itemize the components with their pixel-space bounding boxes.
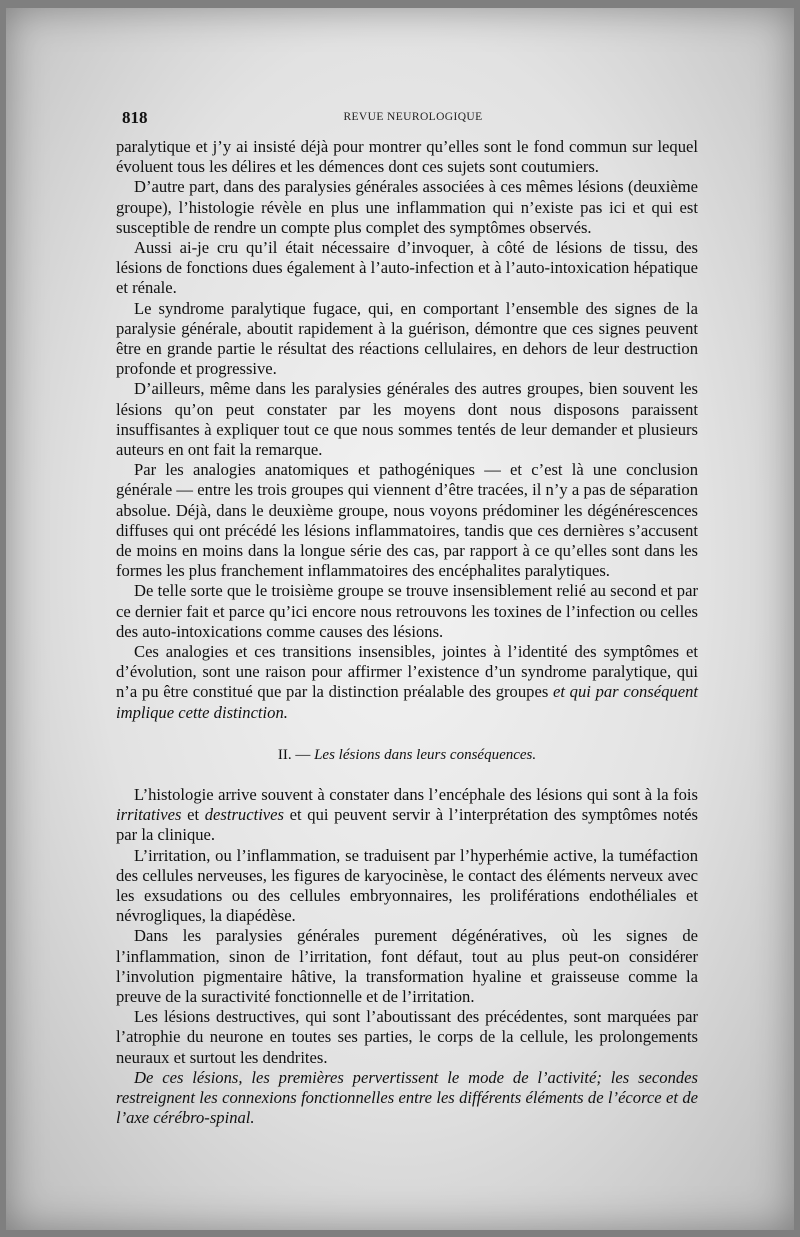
paragraph-italic: De ces lésions, les premières pervertissent le mode de l’activité; les secondes restreignent les connexions fonctionnelles entre les différents éléments de l’écorce et de l’axe cérébro-spinal. [116,1067,698,1128]
paragraph: Les lésions destructives, qui sont l’aboutissant des précédentes, sont marquées par l’atrophie du neurone en toutes ses parties, le corps de la cellule, les prolongements neuraux et surtout les dendrites. [116,1007,698,1067]
paragraph: Le syndrome paralytique fugace, qui, en comportant l’ensemble des signes de la paralysie générale, aboutit rapidement à la guérison, démontre que ces signes peuvent être en grande partie le résultat des réactions cellulaires, en dehors de leur destruction profonde et progressive. [116,298,698,379]
paragraph: De telle sorte que le troisième groupe se trouve insensiblement relié au second et par ce dernier fait et parce qu’ici encore nous retrouvons les toxines de l’infection ou celles des auto-intoxications comme causes des lésions. [116,581,698,641]
paragraph-text: et qui peuvent servir à l’interprétation des symptômes notés par la clinique. [116,805,698,845]
paragraph: Par les analogies anatomiques et pathogéniques — et c’est là une conclusion générale — entre les trois groupes qui viennent d’être tracées, il n’y a pas de séparation absolue. Déjà, dans le deuxième groupe, nous voyons prédominer les dégénérescences diffuses qui ont précédé les lésions inflammatoires, tandis que ces dernières s’accusent de moins en moins dans la longue série des cas, par rapport à ce qu’elles sont dans les formes les plus franchement inflammatoires des encéphalites paralytiques. [116,460,698,581]
paragraph [116,785,698,846]
body-text [116,137,698,1128]
paragraph-text: L’histologie arrive souvent à constater dans l’encéphale des lésions qui sont à la fois [134,784,698,804]
section-numeral: II. — [277,746,315,763]
paragraph [116,642,698,723]
page-header [122,108,704,130]
paragraph: L’irritation, ou l’inflammation, se traduisent par l’hyperhémie active, la tuméfaction des cellules nerveuses, les figures de karyocinèse, le contact des éléments nerveux avec les exsudations ou des cellules embryonnaires, les proliférations endothéliales et névrogliques, la diapédèse. [116,845,698,926]
paragraph: paralytique et j’y ai insisté déjà pour montrer qu’elles sont le fond commun sur lequel évoluent tous les délires et les démences dont ces sujets sont coutumiers. [116,137,698,177]
paragraph: D’autre part, dans des paralysies générales associées à ces mêmes lésions (deuxième groupe), l’histologie révèle en plus une inflammation qui n’existe pas ici et qui est susceptible de rendre un compte plus complet des symptômes observés. [116,177,698,237]
italic-text: et qui par conséquent implique cette distinction. [116,682,698,722]
paragraph-text: et [181,805,205,825]
section-heading [116,745,698,765]
running-title: REVUE NEUROLOGIQUE [343,111,483,123]
italic-text: destructives [204,805,284,825]
page-number: 818 [122,108,148,127]
paragraph: D’ailleurs, même dans les paralysies générales des autres groupes, bien souvent les lésions qu’on peut constater par les moyens dont nous disposons paraissent insuffisantes à expliquer tout ce que nous sommes tentés de leur demander et plusieurs auteurs en ont fait la remarque. [116,379,698,460]
paragraph: Aussi ai-je cru qu’il était nécessaire d’invoquer, à côté de lésions de tissu, des lésions de fonctions dues également à l’auto-infection et à l’auto-intoxication hépatique et rénale. [116,238,698,298]
paragraph: Dans les paralysies générales purement dégénératives, où les signes de l’inflammation, sinon de l’irritation, font défaut, tout au plus peut-on considérer l’involution pigmentaire hâtive, la transformation hyaline et graisseuse comme la preuve de la suractivité fonctionnelle et de l’irritation. [116,926,698,1006]
section-title: Les lésions dans leurs conséquences. [314,746,537,763]
paragraph-text: Ces analogies et ces transitions insensibles, jointes à l’identité des symptômes et d’évolution, sont une raison pour affirmer l’existence d’un syndrome paralytique, qui n’a pu être constitué que par la distinction préalable des groupes [116,642,698,702]
italic-text: irritatives [116,805,182,825]
